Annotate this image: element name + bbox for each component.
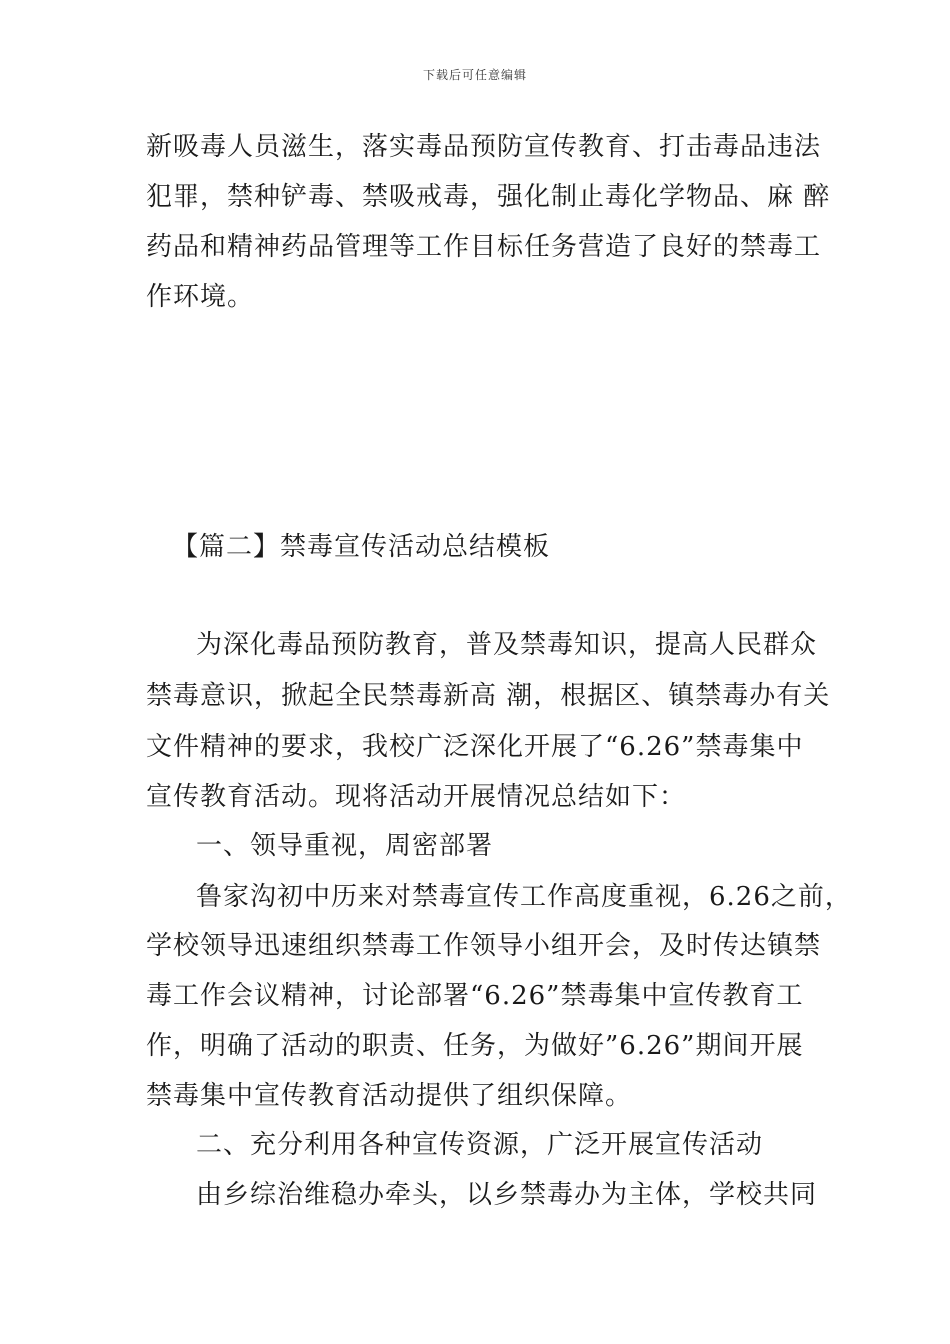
paragraph-line: 新吸毒人员滋生，落实毒品预防宣传教育、打击毒品违法 bbox=[146, 132, 822, 162]
section-title: 【篇二】禁毒宣传活动总结模板 bbox=[172, 532, 551, 562]
paragraph-line: 犯罪，禁种铲毒、禁吸戒毒，强化制止毒化学物品、麻 醉 bbox=[146, 182, 831, 212]
paragraph-line: 毒工作会议精神，讨论部署“6.26”禁毒集中宣传教育工 bbox=[146, 981, 804, 1011]
page-header: 下载后可任意编辑 bbox=[422, 68, 527, 82]
paragraph-line: 为深化毒品预防教育，普及禁毒知识，提高人民群众 bbox=[196, 630, 818, 660]
paragraph-line: 学校领导迅速组织禁毒工作领导小组开会，及时传达镇禁 bbox=[146, 931, 822, 961]
paragraph-line: 作，明确了活动的职责、任务，为做好”6.26”期间开展 bbox=[146, 1031, 804, 1061]
paragraph-line: 宣传教育活动。现将活动开展情况总结如下： bbox=[146, 782, 687, 812]
paragraph-line: 禁毒集中宣传教育活动提供了组织保障。 bbox=[146, 1081, 633, 1111]
paragraph-line: 文件精神的要求，我校广泛深化开展了“6.26”禁毒集中 bbox=[146, 732, 804, 762]
subheading: 一、领导重视，周密部署 bbox=[196, 831, 494, 861]
paragraph-line: 禁毒意识，掀起全民禁毒新高 潮，根据区、镇禁毒办有关 bbox=[146, 681, 831, 711]
subheading: 二、充分利用各种宣传资源，广泛开展宣传活动 bbox=[196, 1130, 764, 1160]
paragraph-line: 药品和精神药品管理等工作目标任务营造了良好的禁毒工 bbox=[146, 232, 822, 262]
paragraph-line: 由乡综治维稳办牵头，以乡禁毒办为主体，学校共同 bbox=[196, 1180, 818, 1210]
paragraph-line: 作环境。 bbox=[146, 282, 255, 312]
paragraph-line: 鲁家沟初中历来对禁毒宣传工作高度重视，6.26之前， bbox=[196, 882, 852, 912]
